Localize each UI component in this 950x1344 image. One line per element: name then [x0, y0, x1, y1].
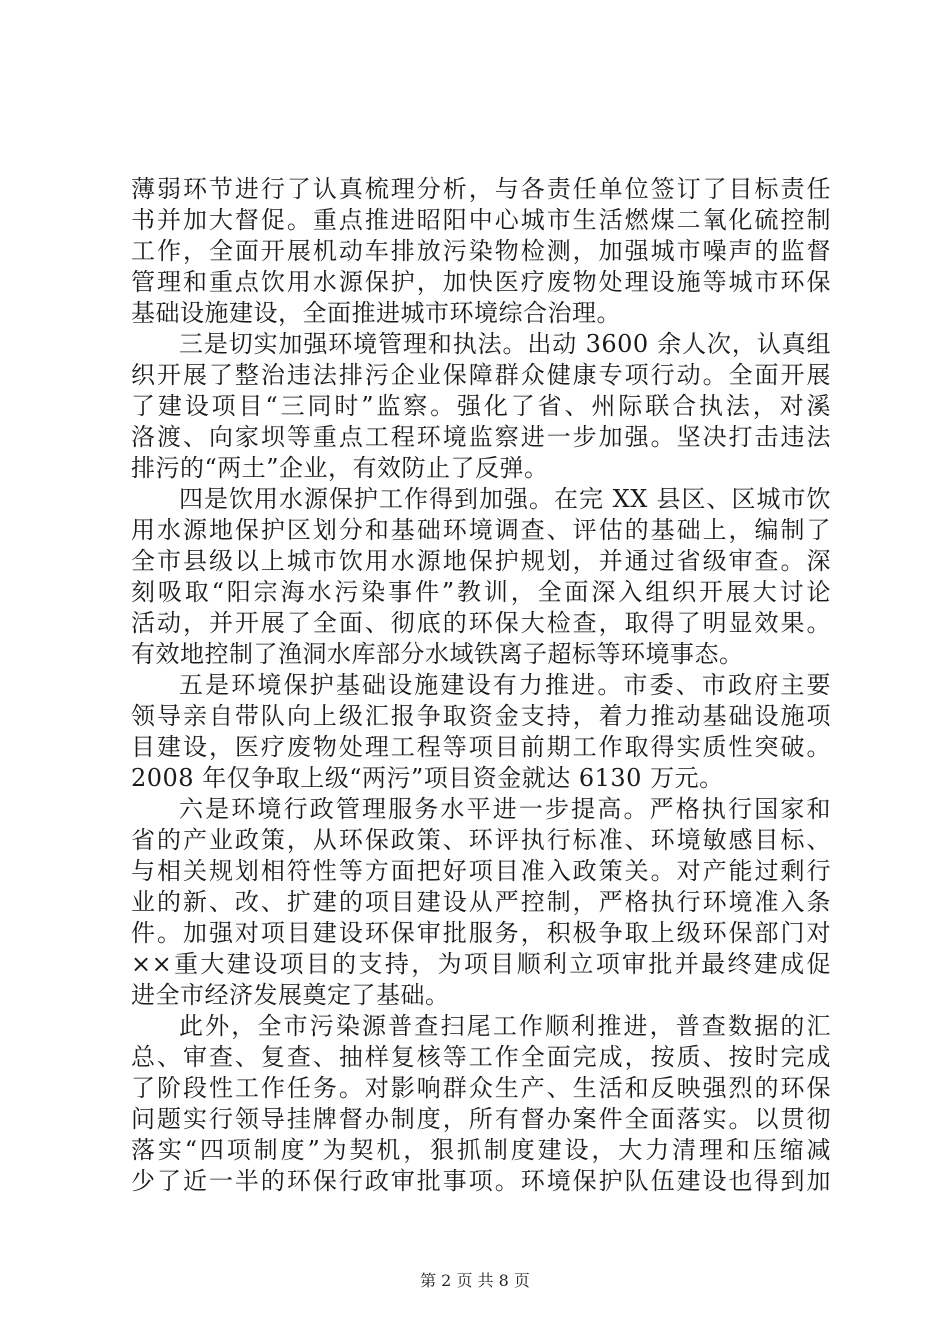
text-line: 刻吸取“阳宗海水污染事件”教训，全面深入组织开展大讨论 — [131, 578, 831, 606]
text-line: 了建设项目“三同时”监察。强化了省、州际联合执法，对溪 — [131, 392, 831, 420]
text-line: 四是饮用水源保护工作得到加强。在完 XX 县区、区城市饮 — [179, 485, 831, 513]
text-line: 薄弱环节进行了认真梳理分析，与各责任单位签订了目标责任 — [131, 175, 831, 203]
text-line: 用水源地保护区划分和基础环境调查、评估的基础上，编制了 — [131, 516, 831, 544]
text-line: 织开展了整治违法排污企业保障群众健康专项行动。全面开展 — [131, 361, 831, 389]
text-line: 五是环境保护基础设施建设有力推进。市委、市政府主要 — [179, 671, 831, 699]
text-line: 落实“四项制度”为契机，狠抓制度建设，大力清理和压缩减 — [131, 1136, 831, 1164]
text-line: 六是环境行政管理服务水平进一步提高。严格执行国家和 — [179, 795, 831, 823]
text-line: 2008 年仅争取上级“两污”项目资金就达 6130 万元。 — [131, 764, 724, 792]
text-line: 工作，全面开展机动车排放污染物检测，加强城市噪声的监督 — [131, 237, 831, 265]
text-line: 进全市经济发展奠定了基础。 — [131, 981, 450, 1009]
text-line: 管理和重点饮用水源保护，加快医疗废物处理设施等城市环保 — [131, 268, 831, 296]
text-line: 洛渡、向家坝等重点工程环境监察进一步加强。坚决打击违法 — [131, 423, 831, 451]
text-line: 总、审查、复查、抽样复核等工作全面完成，按质、按时完成 — [131, 1043, 831, 1071]
text-line: 排污的“两土”企业，有效防止了反弹。 — [131, 454, 549, 482]
text-line: 领导亲自带队向上级汇报争取资金支持，着力推动基础设施项 — [131, 702, 831, 730]
text-line: 三是切实加强环境管理和执法。出动 3600 余人次，认真组 — [179, 330, 831, 358]
text-line: 问题实行领导挂牌督办制度，所有督办案件全面落实。以贯彻 — [131, 1105, 831, 1133]
text-line: 业的新、改、扩建的项目建设从严控制，严格执行环境准入条 — [131, 888, 831, 916]
text-line: 目建设，医疗废物处理工程等项目前期工作取得实质性突破。 — [131, 733, 831, 761]
text-line: 有效地控制了渔洞水库部分水域铁离子超标等环境事态。 — [131, 640, 744, 668]
text-line: 件。加强对项目建设环保审批服务，积极争取上级环保部门对 — [131, 919, 831, 947]
document-body — [131, 174, 831, 1197]
text-line: ××重大建设项目的支持，为项目顺利立项审批并最终建成促 — [131, 950, 831, 978]
text-line: 全市县级以上城市饮用水源地保护规划，并通过省级审查。深 — [131, 547, 831, 575]
text-line: 活动，并开展了全面、彻底的环保大检查，取得了明显效果。 — [131, 609, 831, 637]
text-line: 此外，全市污染源普查扫尾工作顺利推进，普查数据的汇 — [179, 1012, 831, 1040]
text-line: 少了近一半的环保行政审批事项。环境保护队伍建设也得到加 — [131, 1167, 831, 1195]
text-line: 基础设施建设，全面推进城市环境综合治理。 — [131, 299, 621, 327]
page-footer: 第 2 页 共 8 页 — [420, 1271, 530, 1290]
text-line: 省的产业政策，从环保政策、环评执行标准、环境敏感目标、 — [131, 826, 831, 854]
text-line: 书并加大督促。重点推进昭阳中心城市生活燃煤二氧化硫控制 — [131, 206, 831, 234]
text-line: 了阶段性工作任务。对影响群众生产、生活和反映强烈的环保 — [131, 1074, 831, 1102]
text-line: 与相关规划相符性等方面把好项目准入政策关。对产能过剩行 — [131, 857, 831, 885]
